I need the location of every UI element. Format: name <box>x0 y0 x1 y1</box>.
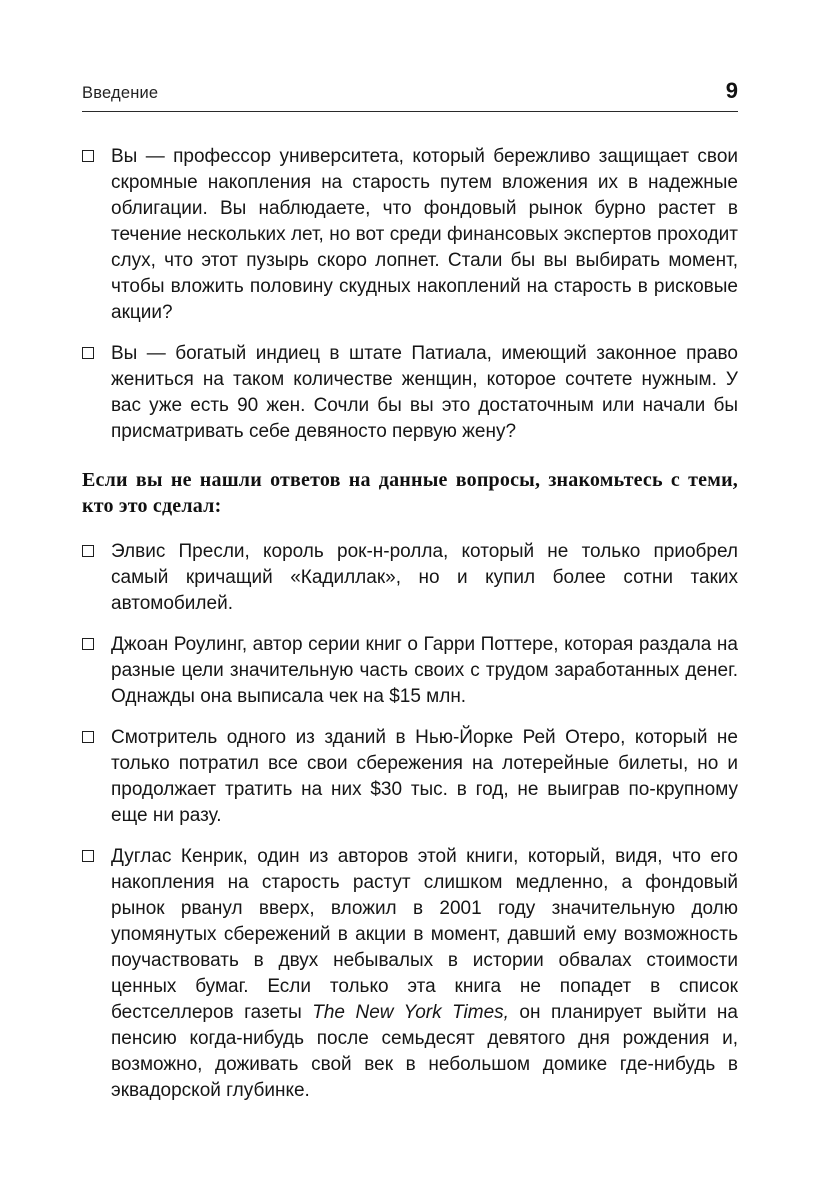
bullet-text-segment: Дуглас Кенрик, один из авторов этой книги, который, видя, что его накопления на старость растут слишком медленно, а фондовый рынок рванул вверх, вложил в 2001 году значительную долю упомянутых сбережений в акции в момент, давший ему возможность поучаствовать в двух небывалых в истории обвалах стоимости ценных бумаг. Если только эта книга не попадет в список бестселлеров газеты <box>111 846 738 1023</box>
list-item <box>82 725 738 829</box>
list-item <box>82 144 738 326</box>
list-item <box>82 632 738 710</box>
list-item <box>82 539 738 617</box>
newspaper-title: The New York Times, <box>312 1002 509 1023</box>
bullet-text: Джоан Роулинг, автор серии книг о Гарри Поттере, которая раздала на разные цели значительную часть своих с трудом заработанных денег. Однажды она выписала чек на $15 млн. <box>111 634 738 707</box>
list-item <box>82 844 738 1104</box>
bullet-text: Вы — богатый индиец в штате Патиала, имеющий законное право жениться на таком количестве женщин, которое сочтете нужным. У вас уже есть 90 жен. Сочли бы вы это достаточным или начали бы присматривать себе девяносто первую жену? <box>111 343 738 442</box>
bullet-text: Элвис Пресли, король рок-н-ролла, который не только приобрел самый кричащий «Кадиллак», но и купил более сотни таких автомобилей. <box>111 541 738 614</box>
checkbox-bullet-icon <box>82 731 94 743</box>
lead-paragraph: Если вы не нашли ответов на данные вопросы, знакомьтесь с теми, кто это сделал: <box>82 469 738 517</box>
list-item <box>82 341 738 445</box>
checkbox-bullet-icon <box>82 347 94 359</box>
running-header <box>82 78 738 112</box>
bullet-text: Смотритель одного из зданий в Нью-Йорке Рей Отеро, который не только потратил все свои сбережения на лотерейные билеты, но и продолжает тратить на них $30 тыс. в год, не выиграв по-крупному еще ни разу. <box>111 727 738 826</box>
chapter-title: Введение <box>82 84 159 102</box>
checkbox-bullet-icon <box>82 545 94 557</box>
checkbox-bullet-icon <box>82 150 94 162</box>
checkbox-bullet-icon <box>82 638 94 650</box>
bullet-text <box>111 844 738 1104</box>
bullet-text-segment: он планирует выйти на пенсию когда-нибудь после семьдесят девятого дня рождения и, возможно, доживать свой век в небольшом домике где-нибудь в эквадорской глубинке. <box>111 1002 738 1101</box>
page-content <box>82 78 738 1119</box>
checkbox-bullet-icon <box>82 850 94 862</box>
bullet-text: Вы — профессор университета, который бережливо защищает свои скромные накопления на старость путем вложения их в надежные облигации. Вы наблюдаете, что фондовый рынок бурно растет в течение нескольких лет, но вот среди финансовых экспертов проходит слух, что этот пузырь скоро лопнет. Стали бы вы выбирать момент, чтобы вложить половину скудных накоплений на старость в рисковые акции? <box>111 146 738 323</box>
page-number: 9 <box>725 78 738 103</box>
